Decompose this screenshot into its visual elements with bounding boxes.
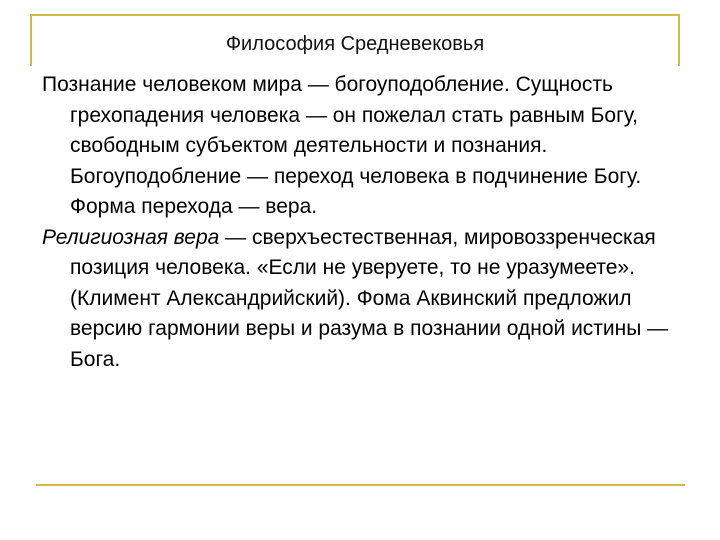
religious-faith-term: Религиозная вера [42, 225, 220, 249]
title-frame-top-line [30, 14, 679, 16]
paragraph-knowledge [42, 70, 674, 223]
title-frame-right-line [678, 14, 680, 66]
paragraph-knowledge-text: Познание человеком мира — богоуподобление. Сущность грехопадения человека — он пожелал стать равным Богу, свободным субъектом деятельности и познания. Богоуподобление — переход человека в подчинение Богу. Форма перехода — вера. [42, 73, 642, 218]
slide-body [42, 70, 674, 375]
religious-faith-definition: — сверхъестественная, мировоззренческая позиция человека. «Если не уверуете, то не уразумеете». (Климент Александрийский). Фома Аквинский предложил версию гармонии веры и разума в познании одной истины — Бога. [70, 225, 669, 371]
paragraph-religious-faith [42, 223, 674, 376]
footer-line [36, 484, 685, 486]
slide-title: Философия Средневековья [225, 33, 485, 55]
